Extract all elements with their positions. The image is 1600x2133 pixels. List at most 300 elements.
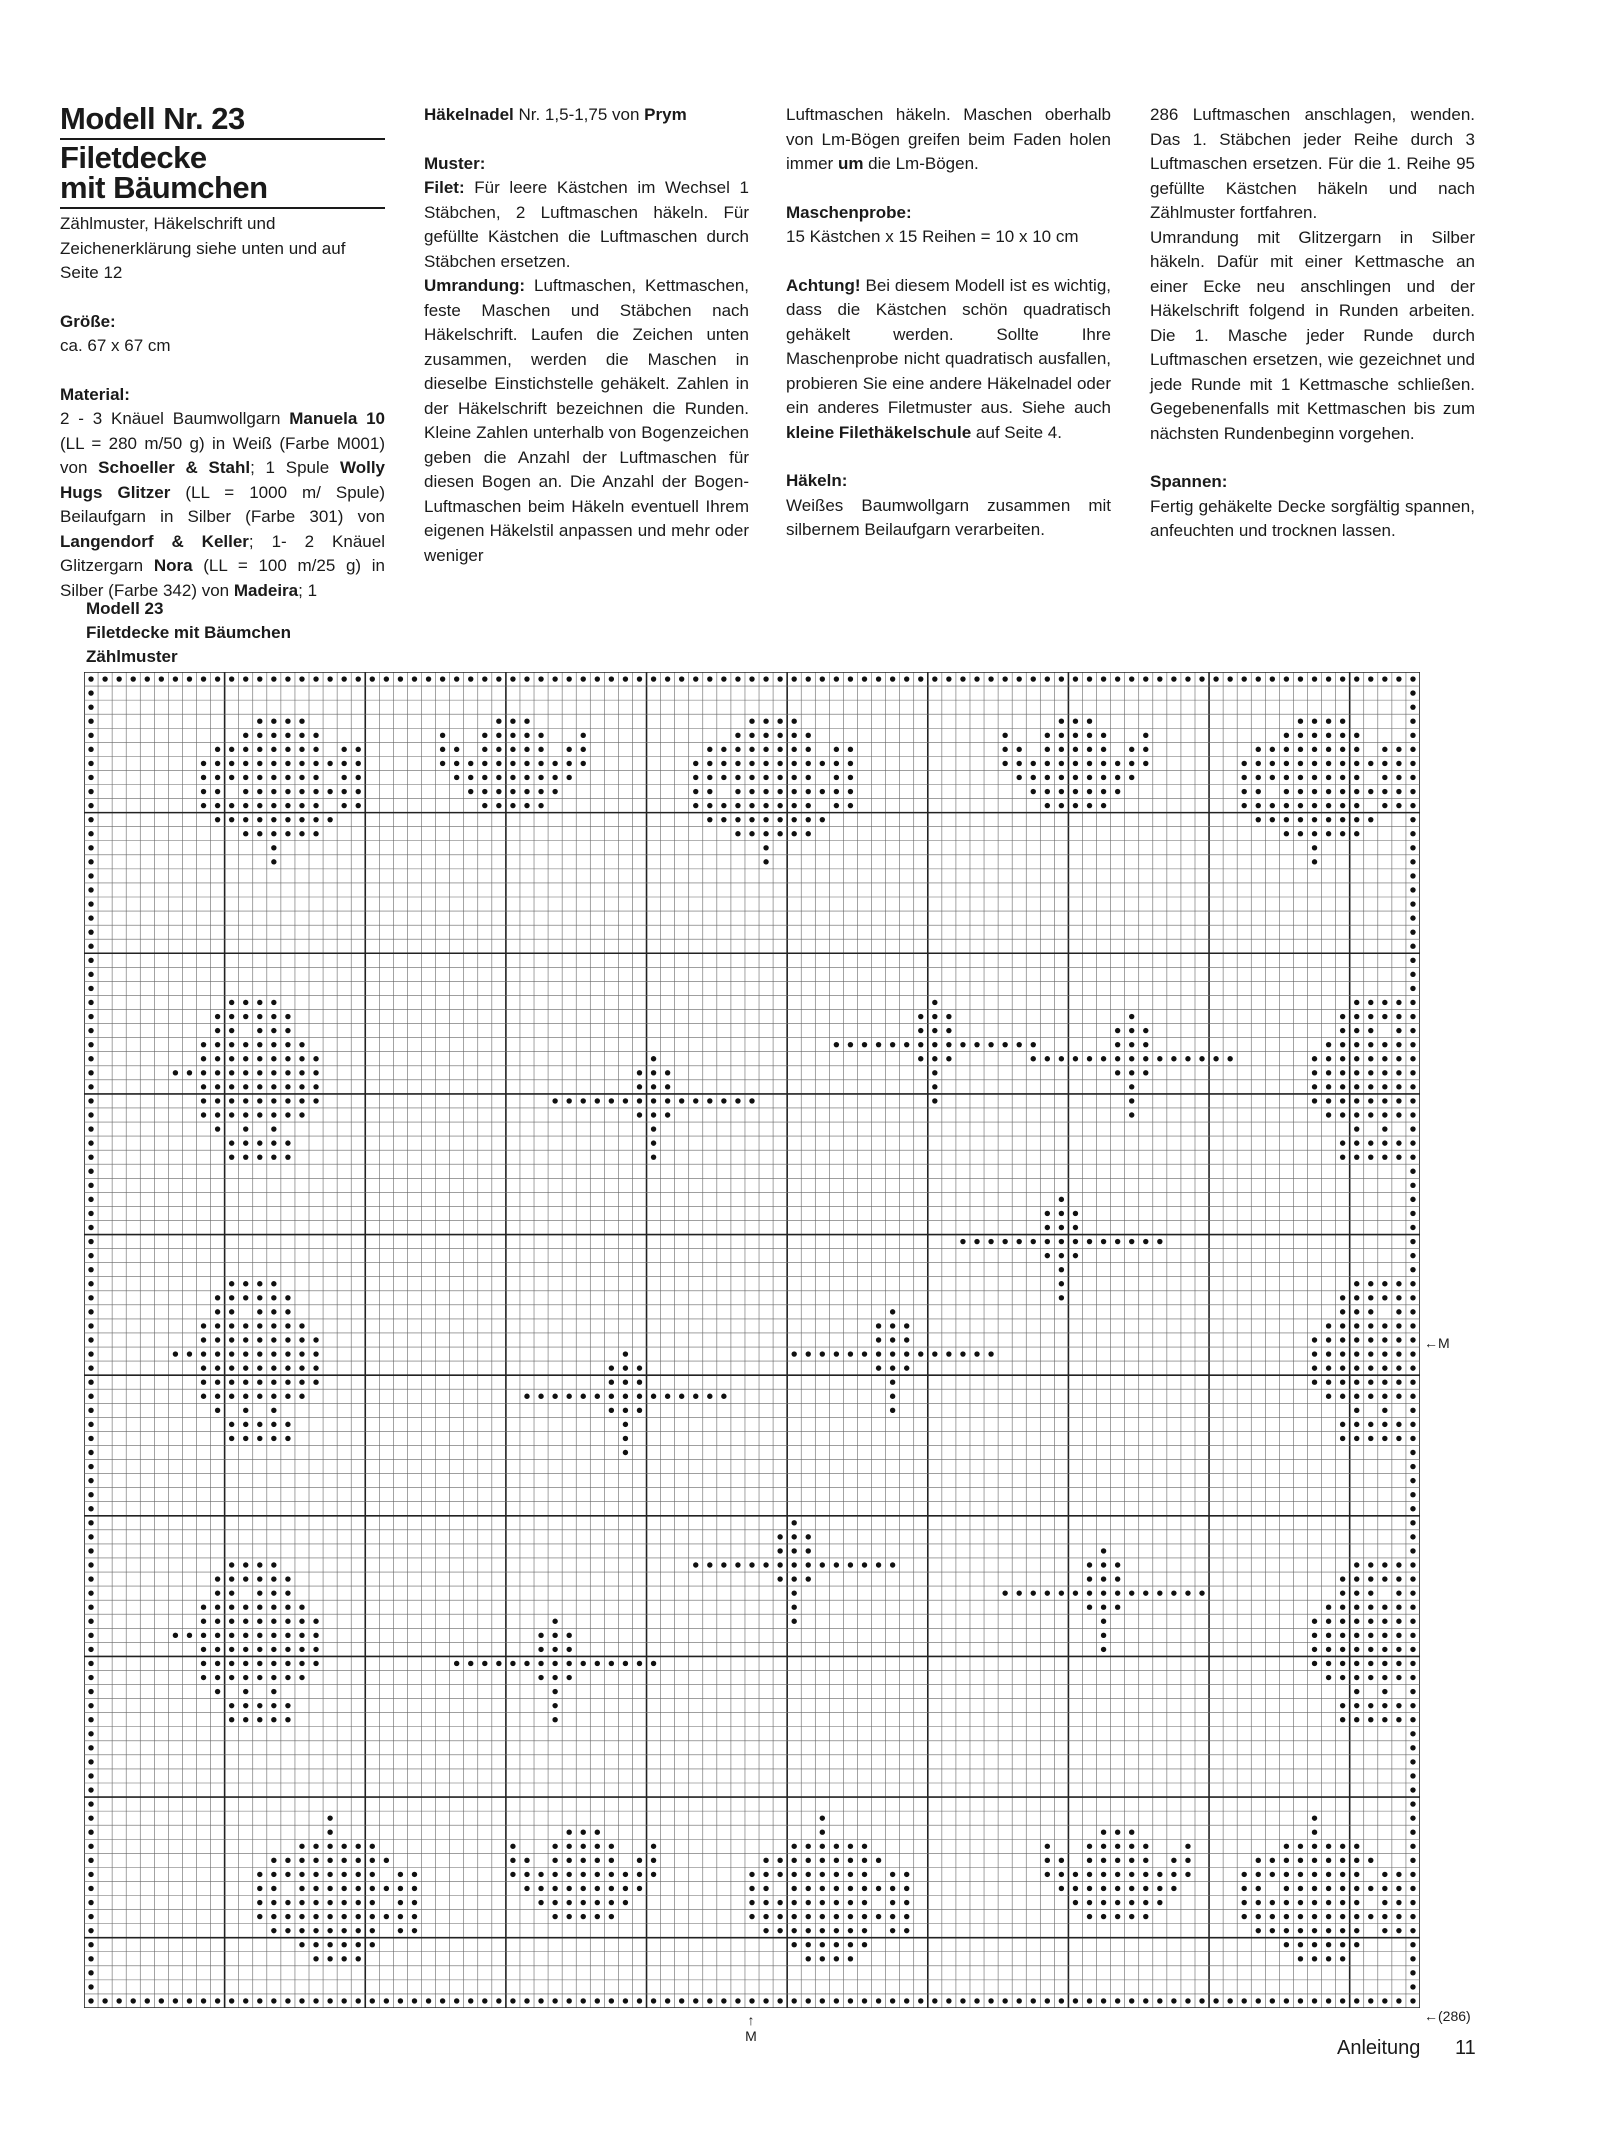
filled-cell-dot	[1312, 803, 1317, 808]
filled-cell-dot	[1059, 1267, 1064, 1272]
filled-cell-dot	[1382, 1647, 1387, 1652]
filled-cell-dot	[229, 1661, 234, 1666]
filled-cell-dot	[1368, 1394, 1373, 1399]
size-value: ca. 67 x 67 cm	[60, 336, 171, 355]
filled-cell-dot	[1312, 1633, 1317, 1638]
filled-cell-dot	[1312, 1872, 1317, 1877]
filled-cell-dot	[1031, 761, 1036, 766]
filled-cell-dot	[271, 817, 276, 822]
filled-cell-dot	[1368, 1422, 1373, 1427]
filled-cell-dot	[538, 1675, 543, 1680]
filled-cell-dot	[1354, 1028, 1359, 1033]
filled-cell-dot	[524, 803, 529, 808]
filled-cell-dot	[1368, 1295, 1373, 1300]
filled-cell-dot	[257, 1042, 262, 1047]
filled-cell-dot	[88, 1154, 93, 1159]
filled-cell-dot	[1354, 1703, 1359, 1708]
filled-cell-dot	[1087, 1605, 1092, 1610]
filled-cell-dot	[1073, 1253, 1078, 1258]
filet-text: Filet: Für leere Kästchen im Wechsel 1 Stäbchen, 2 Luftmaschen häkeln. Für gefüllte Kästchen die Luftmaschen durch Stäbchen ersetzen.	[424, 178, 749, 271]
filled-cell-dot	[398, 1998, 403, 2003]
chart-heading-model: Modell 23	[86, 599, 164, 618]
filled-cell-dot	[1312, 1928, 1317, 1933]
filled-cell-dot	[1382, 1056, 1387, 1061]
filled-cell-dot	[595, 1886, 600, 1891]
filled-cell-dot	[285, 1070, 290, 1075]
filled-cell-dot	[299, 1365, 304, 1370]
filled-cell-dot	[313, 1647, 318, 1652]
filled-cell-dot	[1382, 1675, 1387, 1680]
filled-cell-dot	[285, 1928, 290, 1933]
filled-cell-dot	[791, 817, 796, 822]
filled-cell-dot	[1396, 1619, 1401, 1624]
filled-cell-dot	[285, 1633, 290, 1638]
filled-cell-dot	[721, 747, 726, 752]
filled-cell-dot	[271, 1886, 276, 1891]
filled-cell-dot	[1382, 1633, 1387, 1638]
filled-cell-dot	[1031, 1056, 1036, 1061]
filled-cell-dot	[1368, 1436, 1373, 1441]
filled-cell-dot	[1354, 1605, 1359, 1610]
filled-cell-dot	[88, 1070, 93, 1075]
filled-cell-dot	[1410, 972, 1415, 977]
filled-cell-dot	[763, 1858, 768, 1863]
filled-cell-dot	[1354, 1562, 1359, 1567]
filled-cell-dot	[890, 1928, 895, 1933]
filled-cell-dot	[1242, 1998, 1247, 2003]
filled-cell-dot	[1312, 1956, 1317, 1961]
filled-cell-dot	[243, 1295, 248, 1300]
filled-cell-dot	[356, 1858, 361, 1863]
filled-cell-dot	[1326, 1056, 1331, 1061]
filled-cell-dot	[1410, 1239, 1415, 1244]
filled-cell-dot	[581, 1886, 586, 1891]
filled-cell-dot	[1298, 1872, 1303, 1877]
filled-cell-dot	[201, 1661, 206, 1666]
filled-cell-dot	[313, 1351, 318, 1356]
column-4	[1150, 103, 1475, 544]
filled-cell-dot	[313, 1844, 318, 1849]
filled-cell-dot	[313, 1998, 318, 2003]
filled-cell-dot	[215, 1998, 220, 2003]
filled-cell-dot	[679, 1098, 684, 1103]
filled-cell-dot	[271, 1675, 276, 1680]
filled-cell-dot	[777, 1998, 782, 2003]
filled-cell-dot	[1059, 1056, 1064, 1061]
filled-cell-dot	[1115, 1070, 1120, 1075]
filled-cell-dot	[1340, 1858, 1345, 1863]
filled-cell-dot	[299, 1351, 304, 1356]
filled-cell-dot	[763, 1872, 768, 1877]
filled-cell-dot	[1340, 1112, 1345, 1117]
filled-cell-dot	[285, 1042, 290, 1047]
filled-cell-dot	[88, 1492, 93, 1497]
filled-cell-dot	[749, 1914, 754, 1919]
filled-cell-dot	[566, 1872, 571, 1877]
filled-cell-dot	[1368, 676, 1373, 681]
filled-cell-dot	[1410, 1281, 1415, 1286]
filled-cell-dot	[271, 1056, 276, 1061]
filled-cell-dot	[299, 817, 304, 822]
filled-cell-dot	[1298, 789, 1303, 794]
filled-cell-dot	[1312, 831, 1317, 836]
filled-cell-dot	[201, 775, 206, 780]
filled-cell-dot	[88, 676, 93, 681]
filled-cell-dot	[1129, 1014, 1134, 1019]
filled-cell-dot	[370, 1942, 375, 1947]
filled-cell-dot	[1031, 1042, 1036, 1047]
filled-cell-dot	[904, 1872, 909, 1877]
filled-cell-dot	[1368, 1562, 1373, 1567]
filled-cell-dot	[1115, 1844, 1120, 1849]
filled-cell-dot	[1087, 775, 1092, 780]
filled-cell-dot	[890, 1379, 895, 1384]
filled-cell-dot	[932, 1000, 937, 1005]
filled-cell-dot	[1312, 761, 1317, 766]
filled-cell-dot	[384, 1998, 389, 2003]
filled-cell-dot	[721, 803, 726, 808]
filled-cell-dot	[398, 676, 403, 681]
filled-cell-dot	[1326, 1914, 1331, 1919]
filled-cell-dot	[1256, 676, 1261, 681]
filled-cell-dot	[1115, 1590, 1120, 1595]
filled-cell-dot	[341, 1942, 346, 1947]
filled-cell-dot	[637, 1998, 642, 2003]
filled-cell-dot	[1326, 1886, 1331, 1891]
filled-cell-dot	[1101, 676, 1106, 681]
filled-cell-dot	[721, 761, 726, 766]
filled-cell-dot	[595, 1998, 600, 2003]
filled-cell-dot	[538, 1394, 543, 1399]
filled-cell-dot	[229, 747, 234, 752]
filled-cell-dot	[1368, 1914, 1373, 1919]
filled-cell-dot	[1368, 1703, 1373, 1708]
filled-cell-dot	[88, 1436, 93, 1441]
filled-cell-dot	[538, 1647, 543, 1652]
filled-cell-dot	[1087, 1844, 1092, 1849]
page-number: 11	[1455, 2037, 1476, 2059]
filled-cell-dot	[566, 761, 571, 766]
filled-cell-dot	[806, 1562, 811, 1567]
filled-cell-dot	[88, 944, 93, 949]
filled-cell-dot	[932, 1042, 937, 1047]
filled-cell-dot	[412, 1872, 417, 1877]
filled-cell-dot	[1382, 1084, 1387, 1089]
filled-cell-dot	[1410, 1154, 1415, 1159]
filled-cell-dot	[1242, 1900, 1247, 1905]
filled-cell-dot	[1087, 803, 1092, 808]
filled-cell-dot	[609, 1394, 614, 1399]
filled-cell-dot	[1340, 1056, 1345, 1061]
filled-cell-dot	[960, 1042, 965, 1047]
filled-cell-dot	[1101, 1548, 1106, 1553]
filled-cell-dot	[229, 1717, 234, 1722]
filled-cell-dot	[581, 1998, 586, 2003]
filled-cell-dot	[890, 1408, 895, 1413]
filled-cell-dot	[693, 775, 698, 780]
filled-cell-dot	[946, 676, 951, 681]
filled-cell-dot	[1326, 789, 1331, 794]
filled-cell-dot	[285, 1998, 290, 2003]
filled-cell-dot	[88, 1731, 93, 1736]
filled-cell-dot	[1410, 1633, 1415, 1638]
filled-cell-dot	[1410, 1126, 1415, 1131]
filled-cell-dot	[1396, 1323, 1401, 1328]
filled-cell-dot	[1284, 1928, 1289, 1933]
filled-cell-dot	[285, 817, 290, 822]
filled-cell-dot	[1101, 1619, 1106, 1624]
filled-cell-dot	[299, 1337, 304, 1342]
filled-cell-dot	[566, 1900, 571, 1905]
filled-cell-dot	[1410, 1520, 1415, 1525]
filled-cell-dot	[257, 831, 262, 836]
filled-cell-dot	[257, 775, 262, 780]
filled-cell-dot	[1171, 1872, 1176, 1877]
filled-cell-dot	[763, 1928, 768, 1933]
filled-cell-dot	[496, 719, 501, 724]
filled-cell-dot	[932, 1028, 937, 1033]
filled-cell-dot	[693, 1562, 698, 1567]
filled-cell-dot	[1340, 1717, 1345, 1722]
filled-cell-dot	[285, 1872, 290, 1877]
filled-cell-dot	[693, 1098, 698, 1103]
filled-cell-dot	[735, 747, 740, 752]
filled-cell-dot	[426, 676, 431, 681]
filled-cell-dot	[145, 1998, 150, 2003]
filled-cell-dot	[707, 747, 712, 752]
filled-cell-dot	[820, 1872, 825, 1877]
filled-cell-dot	[1059, 775, 1064, 780]
filled-cell-dot	[271, 1633, 276, 1638]
filled-cell-dot	[482, 1661, 487, 1666]
filled-cell-dot	[1017, 775, 1022, 780]
filled-cell-dot	[1368, 1605, 1373, 1610]
filled-cell-dot	[88, 1042, 93, 1047]
filled-cell-dot	[1284, 1914, 1289, 1919]
filled-cell-dot	[791, 789, 796, 794]
filled-cell-dot	[271, 747, 276, 752]
filled-cell-dot	[88, 1661, 93, 1666]
filled-cell-dot	[229, 1098, 234, 1103]
filled-cell-dot	[1396, 1998, 1401, 2003]
filled-cell-dot	[1396, 1633, 1401, 1638]
filled-cell-dot	[623, 1886, 628, 1891]
filled-cell-dot	[215, 1605, 220, 1610]
filled-cell-dot	[791, 1928, 796, 1933]
filled-cell-dot	[370, 1900, 375, 1905]
filled-cell-dot	[257, 1070, 262, 1075]
filled-cell-dot	[257, 1394, 262, 1399]
filled-cell-dot	[299, 1872, 304, 1877]
filled-cell-dot	[1410, 1590, 1415, 1595]
filled-cell-dot	[707, 761, 712, 766]
filled-cell-dot	[862, 1858, 867, 1863]
filled-cell-dot	[651, 1858, 656, 1863]
filled-cell-dot	[299, 676, 304, 681]
filled-cell-dot	[215, 1056, 220, 1061]
filled-cell-dot	[735, 817, 740, 822]
filled-cell-dot	[271, 1028, 276, 1033]
filled-cell-dot	[1017, 1998, 1022, 2003]
filled-cell-dot	[271, 1323, 276, 1328]
filled-cell-dot	[285, 1703, 290, 1708]
filled-cell-dot	[257, 1998, 262, 2003]
filled-cell-dot	[834, 1914, 839, 1919]
filled-cell-dot	[215, 1675, 220, 1680]
haekeln-text: Weißes Baumwollgarn zusammen mit silbernem Beilaufgarn verarbeiten.	[786, 495, 1111, 539]
filled-cell-dot	[1326, 1394, 1331, 1399]
filled-cell-dot	[834, 1956, 839, 1961]
filled-cell-dot	[482, 789, 487, 794]
filled-cell-dot	[88, 1365, 93, 1370]
filled-cell-dot	[848, 1844, 853, 1849]
filled-cell-dot	[1312, 1056, 1317, 1061]
filled-cell-dot	[1087, 747, 1092, 752]
filled-cell-dot	[1410, 958, 1415, 963]
filled-cell-dot	[88, 1520, 93, 1525]
filled-cell-dot	[468, 775, 473, 780]
filled-cell-dot	[1354, 1619, 1359, 1624]
filled-cell-dot	[834, 1998, 839, 2003]
filled-cell-dot	[1410, 1914, 1415, 1919]
filled-cell-dot	[904, 1351, 909, 1356]
filled-cell-dot	[1368, 1056, 1373, 1061]
filled-cell-dot	[524, 789, 529, 794]
filled-cell-dot	[637, 1070, 642, 1075]
filled-cell-dot	[299, 1379, 304, 1384]
filled-cell-dot	[1059, 1281, 1064, 1286]
filled-cell-dot	[637, 1661, 642, 1666]
filled-cell-dot	[1270, 1914, 1275, 1919]
filled-cell-dot	[356, 1998, 361, 2003]
grid-lines	[84, 672, 1420, 2008]
filled-cell-dot	[1101, 1872, 1106, 1877]
filled-cell-dot	[538, 747, 543, 752]
filled-cell-dot	[1340, 761, 1345, 766]
filled-cell-dot	[820, 1956, 825, 1961]
filled-cell-dot	[848, 789, 853, 794]
filled-cell-dot	[1340, 1351, 1345, 1356]
filled-cell-dot	[440, 747, 445, 752]
filled-cell-dot	[299, 1661, 304, 1666]
filled-cell-dot	[763, 789, 768, 794]
filled-cell-dot	[215, 747, 220, 752]
filled-cell-dot	[623, 1450, 628, 1455]
filled-cell-dot	[229, 1675, 234, 1680]
filled-cell-dot	[707, 1394, 712, 1399]
filled-cell-dot	[1213, 1998, 1218, 2003]
filled-cell-dot	[791, 1619, 796, 1624]
filled-cell-dot	[313, 1956, 318, 1961]
filled-cell-dot	[1326, 1098, 1331, 1103]
filled-cell-dot	[356, 1942, 361, 1947]
filled-cell-dot	[1410, 719, 1415, 724]
filled-cell-dot	[1410, 1506, 1415, 1511]
achtung-text: Achtung! Bei diesem Modell ist es wichtig, dass die Kästchen schön quadratisch gehäkelt werden. Sollte Ihre Maschenprobe nicht quadratisch ausfallen, probieren Sie eine andere Häkelnadel oder ein anderes Filetmuster aus. Siehe auch kleine Filethäkelschule auf Seite 4.	[786, 275, 1111, 442]
filled-cell-dot	[313, 1900, 318, 1905]
filled-cell-dot	[1382, 1126, 1387, 1131]
filled-cell-dot	[327, 1858, 332, 1863]
filled-cell-dot	[1354, 803, 1359, 808]
umrandung-text: Umrandung: Luftmaschen, Kettmaschen, feste Maschen und Stäbchen nach Häkelschrift. Laufen die Zeichen unten zusammen, werden die Maschen in dieselbe Einstichstelle gehäkelt. Zahlen in der Häkelschrift bezeichnen die Runden. Kleine Zahlen unterhalb von Bogenzeichen geben die Anzahl der Luftmaschen für diesen Bogen an. Die Anzahl der Bogen-Luftmaschen beim Häkeln eventuell Ihrem eigenen Häkelstil anpassen und mehr oder weniger	[424, 276, 749, 565]
filled-cell-dot	[1059, 1590, 1064, 1595]
filled-cell-dot	[609, 1914, 614, 1919]
filled-cell-dot	[848, 1886, 853, 1891]
filled-cell-dot	[1410, 1534, 1415, 1539]
center-row-marker: ←M	[1424, 1335, 1450, 1351]
chart-heading-type: Zählmuster	[86, 647, 178, 666]
filled-cell-dot	[341, 1844, 346, 1849]
filled-cell-dot	[1171, 676, 1176, 681]
filled-cell-dot	[88, 1562, 93, 1567]
filled-cell-dot	[370, 1928, 375, 1933]
filled-cell-dot	[88, 958, 93, 963]
filled-cell-dot	[806, 1858, 811, 1863]
filled-cell-dot	[1382, 1717, 1387, 1722]
filled-cell-dot	[552, 1914, 557, 1919]
filled-cell-dot	[229, 1309, 234, 1314]
filled-cell-dot	[1059, 1872, 1064, 1877]
filled-cell-dot	[1354, 1689, 1359, 1694]
filled-cell-dot	[88, 986, 93, 991]
filled-cell-dot	[1410, 1000, 1415, 1005]
filled-cell-dot	[1115, 1605, 1120, 1610]
filled-cell-dot	[1115, 1914, 1120, 1919]
filled-cell-dot	[257, 733, 262, 738]
filled-cell-dot	[1143, 1028, 1148, 1033]
filled-cell-dot	[749, 817, 754, 822]
filled-cell-dot	[918, 1351, 923, 1356]
filled-cell-dot	[215, 1084, 220, 1089]
filled-cell-dot	[1396, 761, 1401, 766]
filled-cell-dot	[538, 733, 543, 738]
filled-cell-dot	[327, 1844, 332, 1849]
filled-cell-dot	[313, 1942, 318, 1947]
filled-cell-dot	[848, 1928, 853, 1933]
filled-cell-dot	[271, 1154, 276, 1159]
filled-cell-dot	[88, 1703, 93, 1708]
filled-cell-dot	[1284, 1886, 1289, 1891]
filled-cell-dot	[1368, 1717, 1373, 1722]
filled-cell-dot	[834, 747, 839, 752]
filled-cell-dot	[749, 1872, 754, 1877]
filled-cell-dot	[271, 1098, 276, 1103]
filled-cell-dot	[1045, 803, 1050, 808]
filled-cell-dot	[229, 676, 234, 681]
filled-cell-dot	[1129, 676, 1134, 681]
filled-cell-dot	[201, 1084, 206, 1089]
filled-cell-dot	[1368, 1154, 1373, 1159]
filled-cell-dot	[271, 1661, 276, 1666]
filled-cell-dot	[1312, 1914, 1317, 1919]
filled-cell-dot	[1073, 1590, 1078, 1595]
filled-cell-dot	[1340, 1365, 1345, 1370]
filled-cell-dot	[201, 1112, 206, 1117]
filled-cell-dot	[271, 1084, 276, 1089]
filled-cell-dot	[1368, 1647, 1373, 1652]
filled-cell-dot	[1382, 1562, 1387, 1567]
filled-cell-dot	[1396, 1886, 1401, 1891]
filled-cell-dot	[806, 1886, 811, 1891]
filled-cell-dot	[581, 747, 586, 752]
filled-cell-dot	[271, 1872, 276, 1877]
filled-cell-dot	[1410, 1112, 1415, 1117]
filled-cell-dot	[257, 1647, 262, 1652]
filled-cell-dot	[538, 1661, 543, 1666]
filled-cell-dot	[1326, 775, 1331, 780]
filled-cell-dot	[327, 1928, 332, 1933]
filled-cell-dot	[299, 1070, 304, 1075]
